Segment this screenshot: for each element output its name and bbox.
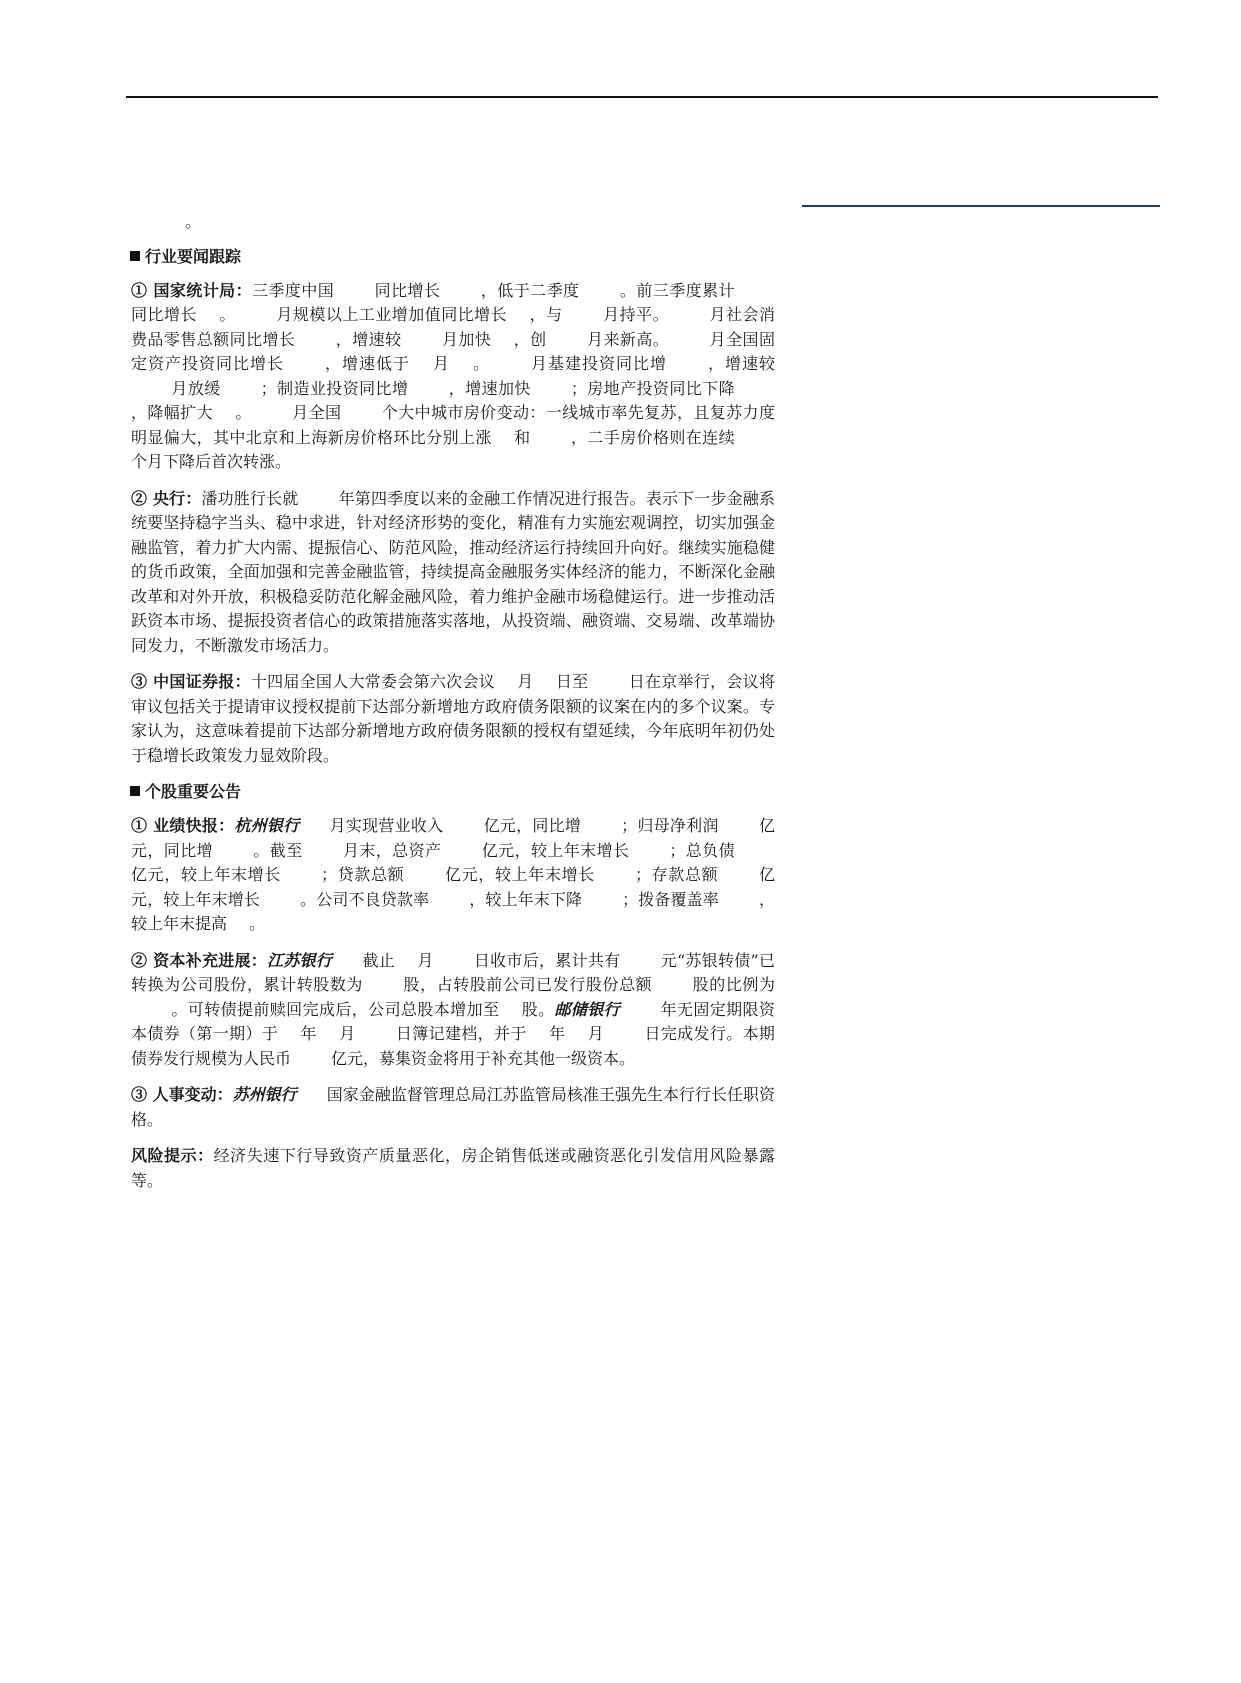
announcement-text-part: 元“苏银转债”已转换为公司股份，累计转股数为 bbox=[131, 950, 775, 994]
risk-warning bbox=[131, 1144, 775, 1193]
news-text-part: 月基建投资同比增 bbox=[529, 354, 667, 373]
news-text-part: ；制造业投资同比增 bbox=[260, 378, 409, 398]
news-text-part: 月规模以上工业增加值同比增长 bbox=[275, 305, 508, 324]
announcement-text-part: 日完成发行。本期债券发行规模为人民币 bbox=[131, 1024, 775, 1068]
section-heading-industry bbox=[130, 245, 775, 269]
announcement-text-part: ，较上年末提高 bbox=[131, 889, 775, 933]
news-text-part: 月 bbox=[517, 672, 534, 691]
announcement-text-part: 。可转债提前赎回完成后，公司总股本增加至 bbox=[171, 999, 500, 1019]
news-text-part: 月加快 bbox=[441, 329, 492, 349]
announcement-text-part: ；归母净利润 bbox=[621, 816, 719, 835]
news-text-part: 三季度中国 bbox=[252, 280, 335, 300]
bank-name: 江苏银行 bbox=[267, 950, 333, 970]
news-text-part: 。前三季度累计 bbox=[619, 280, 735, 300]
news-text-part: 个月下降后首次转涨。 bbox=[131, 452, 292, 471]
announcement-type-label: ② 资本补充进展： bbox=[131, 950, 268, 970]
announcement-text-part: 国家金融监督管理总局江苏监管局核准王强先生本行行长任职资格。 bbox=[131, 1085, 775, 1129]
industry-news-item bbox=[131, 670, 775, 768]
news-text-part: 月全国固定资产投资同比增长 bbox=[131, 329, 775, 373]
header-rule bbox=[126, 96, 1158, 98]
news-text-part: ，二手房价格则在连续 bbox=[570, 427, 735, 447]
announcement-text-part: 。公司不良贷款率 bbox=[299, 889, 430, 909]
bank-name: 邮储银行 bbox=[554, 999, 621, 1019]
risk-text: 经济失速下行导致资产质量恶化，房企销售低迷或融资恶化引发信用风险暴露等。 bbox=[131, 1146, 775, 1190]
news-source-label: ③ 中国证券报： bbox=[131, 672, 251, 691]
news-text-part: 月社会消费品零售总额同比增长 bbox=[131, 305, 775, 349]
square-bullet-icon bbox=[130, 786, 140, 796]
announcement-text-part: 年无固定期限资本债券（第一期）于 bbox=[131, 999, 775, 1043]
announcement-text-part: 月末，总资产 bbox=[342, 840, 442, 860]
announcement-text-part: 月实现营业收入 bbox=[329, 816, 444, 835]
square-bullet-icon bbox=[130, 251, 140, 261]
news-text-part: 个大中城市房价变动：一线城市率先复苏，且复苏力度明显偏大，其中北京和上海新房价格环比分别上涨 bbox=[131, 403, 775, 447]
announcement-text-part: 。 bbox=[249, 914, 266, 933]
announcement-text-part: 亿元，较上年末增长 bbox=[131, 865, 281, 884]
bank-name: 杭州银行 bbox=[234, 816, 300, 835]
news-text-part: ，低于二季度 bbox=[480, 280, 580, 300]
announcement-text-part: 股，占转股前公司已发行股份总额 bbox=[402, 975, 653, 994]
news-text-part: 。 bbox=[471, 354, 490, 373]
industry-news-list bbox=[131, 279, 775, 769]
news-text-part: 。 bbox=[235, 403, 252, 422]
stock-announcement-list bbox=[131, 814, 775, 1132]
news-text-part: 月放缓 bbox=[171, 378, 221, 398]
industry-news-item bbox=[131, 487, 775, 659]
announcement-text-part: 股的比例为 bbox=[692, 975, 775, 994]
section-heading-stocks bbox=[130, 780, 775, 804]
sidebar-rule bbox=[802, 205, 1160, 207]
announcement-type-label: ③ 人事变动： bbox=[131, 1085, 233, 1104]
news-text-part: ，增速加快 bbox=[448, 378, 531, 398]
news-text-part: 同比增长 bbox=[131, 305, 197, 324]
news-source-label: ① 国家统计局： bbox=[131, 280, 253, 300]
news-text-part: 月全国 bbox=[291, 403, 342, 422]
news-text-part: 年第四季度以来的金融工作情况进行报告。表示下一步金融系统要坚持稳字当头、稳中求进，针对经济形势的变化，精准有力实施宏观调控，切实加强金融监管，着力扩大内需、提振信心、防范风险，推动经济运行持续回升向好。继续实施稳健的货币政策，全面加强和完善金融监管，持续提高金融服务实体经济的能力，不断深化金融改革和对外开放，积极稳妥防范化解金融风险，着力维护金融市场稳健运行。进一步推动活跃资本市场、提振投资者信心的政策措施落实落地，从投资端、融资端、交易端、改革端协同发力，不断激发市场活力。 bbox=[131, 488, 775, 655]
announcement-text-part: ；存款总额 bbox=[634, 865, 719, 884]
industry-news-item bbox=[131, 279, 775, 475]
news-text-part: 日至 bbox=[555, 672, 589, 691]
stock-announcement-item bbox=[131, 1083, 775, 1132]
news-text-part: 月来新高。 bbox=[586, 329, 670, 349]
news-text-part: 和 bbox=[513, 427, 531, 447]
announcement-text-part: ；拨备覆盖率 bbox=[622, 889, 719, 909]
announcement-text-part: 日簿记建档，并于 bbox=[395, 1024, 527, 1043]
announcement-text-part: 截止 bbox=[362, 950, 396, 970]
news-text-part: ，增速低于 bbox=[323, 354, 410, 373]
news-text-part: ，与 bbox=[529, 305, 563, 324]
announcement-text-part: 亿元，较上年末增长 bbox=[131, 865, 775, 909]
news-text-part: ；房地产投资同比下降 bbox=[570, 378, 735, 398]
announcement-text-part: 年 bbox=[300, 1024, 317, 1043]
announcement-text-part: ；总负债 bbox=[669, 840, 735, 860]
announcement-text-part: 亿元，募集资金将用于补充其他一级资本。 bbox=[331, 1048, 636, 1068]
announcement-text-part: 月 bbox=[417, 950, 434, 970]
news-text-part: ，降幅扩大 bbox=[131, 403, 213, 422]
stock-announcement-item bbox=[131, 949, 775, 1072]
announcement-text-part: ；贷款总额 bbox=[320, 865, 405, 884]
news-text-part: 。 bbox=[218, 305, 236, 324]
announcement-text-part: 亿元，较上年末增长 bbox=[444, 865, 595, 884]
news-text-part: ，增速较 bbox=[335, 329, 402, 349]
announcement-text-part: 日收市后，累计共有 bbox=[473, 950, 621, 970]
news-text-part: 潘功胜行长就 bbox=[201, 488, 299, 508]
news-source-label: ② 央行： bbox=[131, 488, 202, 508]
announcement-text-part: ，较上年末下降 bbox=[469, 889, 583, 909]
announcement-type-label: ① 业绩快报： bbox=[131, 816, 235, 835]
announcement-text-part: 月 bbox=[338, 1024, 356, 1043]
news-text-part: 十四届全国人大常委会第六次会议 bbox=[250, 672, 496, 691]
news-text-part: 同比增长 bbox=[374, 280, 441, 300]
section-title: 个股重要公告 bbox=[145, 782, 242, 801]
section-title: 行业要闻跟踪 bbox=[145, 246, 242, 266]
stock-announcement-item bbox=[131, 814, 775, 937]
announcement-text-part: 亿元，同比增 bbox=[131, 816, 775, 860]
news-text-part: 日在京举行，会议将审议包括关于提请审议授权提前下达部分新增地方政府债务限额的议案在内的多个议案。专家认为，这意味着提前下达部分新增地方政府债务限额的授权有望延续，今年底明年初仍处于稳增长政策发力显效阶段。 bbox=[131, 672, 775, 765]
news-text-part: 月 bbox=[431, 354, 450, 373]
announcement-text-part: 亿元，较上年末增长 bbox=[481, 840, 630, 860]
announcement-text-part: 年 bbox=[548, 1024, 566, 1043]
news-text-part: ，创 bbox=[513, 329, 547, 349]
announcement-text-part: 月 bbox=[587, 1024, 605, 1043]
main-content bbox=[131, 210, 775, 1205]
news-text-part: ，增速较 bbox=[706, 354, 775, 373]
news-text-part: 月持平。 bbox=[602, 305, 670, 324]
announcement-text-part: 亿元，同比增 bbox=[483, 816, 582, 835]
risk-label: 风险提示： bbox=[131, 1146, 214, 1165]
bank-name: 苏州银行 bbox=[232, 1085, 297, 1104]
announcement-text-part: 。截至 bbox=[253, 840, 303, 860]
announcement-text-part: 股。 bbox=[521, 999, 555, 1019]
lead-text: 。 bbox=[185, 212, 202, 231]
